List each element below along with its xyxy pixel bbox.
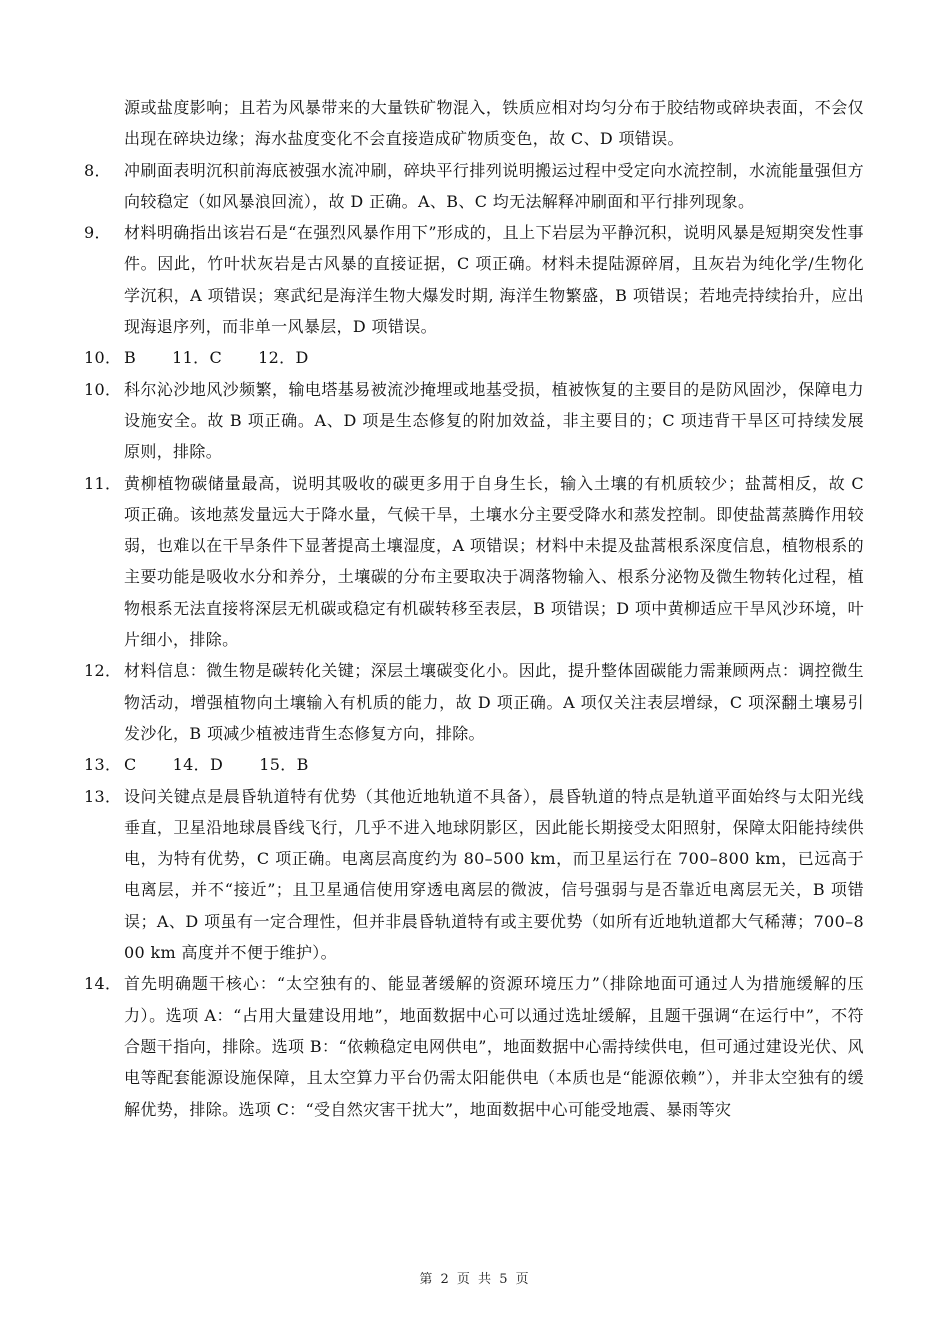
paragraph-text: 设问关键点是晨昏轨道特有优势（其他近地轨道不具备），晨昏轨道的特点是轨道平面始终与太阳光线垂直，卫星沿地球晨昏线飞行，几乎不进入地球阴影区，因此能长期接受太阳照射，保障太阳能持续供电，为特有优势，C 项正确。电离层高度约为 80–500 km，而卫星运行在 700–800 km，已远高于电离层，并不“接近”；且卫星通信使用穿透电离层的微波，信号强弱与是否靠近电离层无关，B 项错误；A、D 项虽有一定合理性，但并非晨昏轨道特有或主要优势（如所有近地轨道都大气稀薄；700–800 km 高度并不便于维护）。 — [124, 786, 864, 963]
answer-item: 12．D — [258, 348, 309, 368]
answer-key-13-15 — [84, 749, 864, 780]
question-number: 12． — [84, 661, 122, 681]
answer-item: 15．B — [259, 755, 309, 775]
answer-content — [84, 92, 864, 1125]
page-footer: 第 2 页 共 5 页 — [419, 1272, 531, 1287]
explanation-14 — [84, 968, 864, 1124]
explanation-10 — [84, 374, 864, 468]
answer-number: 13． — [84, 755, 122, 775]
paragraph-text: 首先明确题干核心：“太空独有的、能显著缓解的资源环境压力”（排除地面可通过人为措施缓解的压力）。选项 A：“占用大量建设用地”，地面数据中心可以通过选址缓解，且题干强调“在运行中”，不符合题干指向，排除。选项 B：“依赖稳定电网供电”，地面数据中心需持续供电，但可通过建设光伏、风电等配套能源设施保障，且太空算力平台仍需太阳能供电（本质也是“能源依赖”），并非太空独有的缓解优势，排除。选项 C：“受自然灾害干扰大”，地面数据中心可能受地震、暴雨等灾 — [124, 974, 864, 1119]
paragraph-text: 材料明确指出该岩石是“在强烈风暴作用下”形成的，且上下岩层为平静沉积，说明风暴是短期突发性事件。因此，竹叶状灰岩是古风暴的直接证据，C 项正确。材料未提陆源碎屑，且灰岩为纯化学/生物化学沉积，A 项错误；寒武纪是海洋生物大爆发时期, 海洋生物繁盛，B 项错误；若地壳持续抬升，应出现海退序列，而非单一风暴层，D 项错误。 — [124, 223, 864, 337]
question-number: 14． — [84, 974, 122, 994]
question-number: 8． — [84, 160, 111, 180]
question-number: 10． — [84, 379, 122, 399]
question-number: 13． — [84, 786, 122, 806]
answer-item: 11．C — [172, 348, 223, 368]
answer-item: B — [124, 348, 137, 368]
explanation-12 — [84, 655, 864, 749]
paragraph-text: 黄柳植物碳储量最高，说明其吸收的碳更多用于自身生长，输入土壤的有机质较少；盐蒿相反，故 C 项正确。该地蒸发量远大于降水量，气候干旱，土壤水分主要受降水和蒸发控制。即使盐蒿蒸腾作用较弱，也难以在干旱条件下显著提高土壤湿度，A 项错误；材料中未提及盐蒿根系深度信息，植物根系的主要功能是吸收水分和养分，土壤碳的分布主要取决于凋落物输入、根系分泌物及微生物转化过程，植物根系无法直接将深层无机碳或稳定有机碳转移至表层，B 项错误；D 项中黄柳适应干旱风沙环境，叶片细小，排除。 — [124, 473, 864, 650]
answer-item: C — [124, 755, 137, 775]
paragraph-text: 材料信息：微生物是碳转化关键；深层土壤碳变化小。因此，提升整体固碳能力需兼顾两点：调控微生物活动，增强植物向土壤输入有机质的能力，故 D 项正确。A 项仅关注表层增绿，C 项深翻土壤易引发沙化，B 项减少植被违背生态修复方向，排除。 — [124, 661, 864, 743]
paragraph-text: 科尔沁沙地风沙频繁，输电塔基易被流沙掩埋或地基受损，植被恢复的主要目的是防风固沙，保障电力设施安全。故 B 项正确。A、D 项是生态修复的附加效益，非主要目的；C 项违背干旱区可持续发展原则，排除。 — [124, 379, 864, 462]
paragraph-continuation — [84, 92, 864, 155]
question-number: 11． — [84, 473, 122, 493]
answer-key-10-12 — [84, 342, 864, 373]
answer-item: 14．D — [172, 755, 224, 775]
paragraph-text: 冲刷面表明沉积前海底被强水流冲刷，碎块平行排列说明搬运过程中受定向水流控制，水流能量强但方向较稳定（如风暴浪回流），故 D 正确。A、B、C 均无法解释冲刷面和平行排列现象。 — [124, 160, 864, 211]
explanation-13 — [84, 781, 864, 969]
explanation-11 — [84, 468, 864, 656]
answer-number: 10． — [84, 348, 122, 368]
explanation-9 — [84, 217, 864, 342]
paragraph-text: 源或盐度影响；且若为风暴带来的大量铁矿物混入，铁质应相对均匀分布于胶结物或碎块表面，不会仅出现在碎块边缘；海水盐度变化不会直接造成矿物质变色，故 C、D 项错误。 — [124, 98, 864, 149]
explanation-8 — [84, 155, 864, 218]
question-number: 9． — [84, 223, 111, 243]
